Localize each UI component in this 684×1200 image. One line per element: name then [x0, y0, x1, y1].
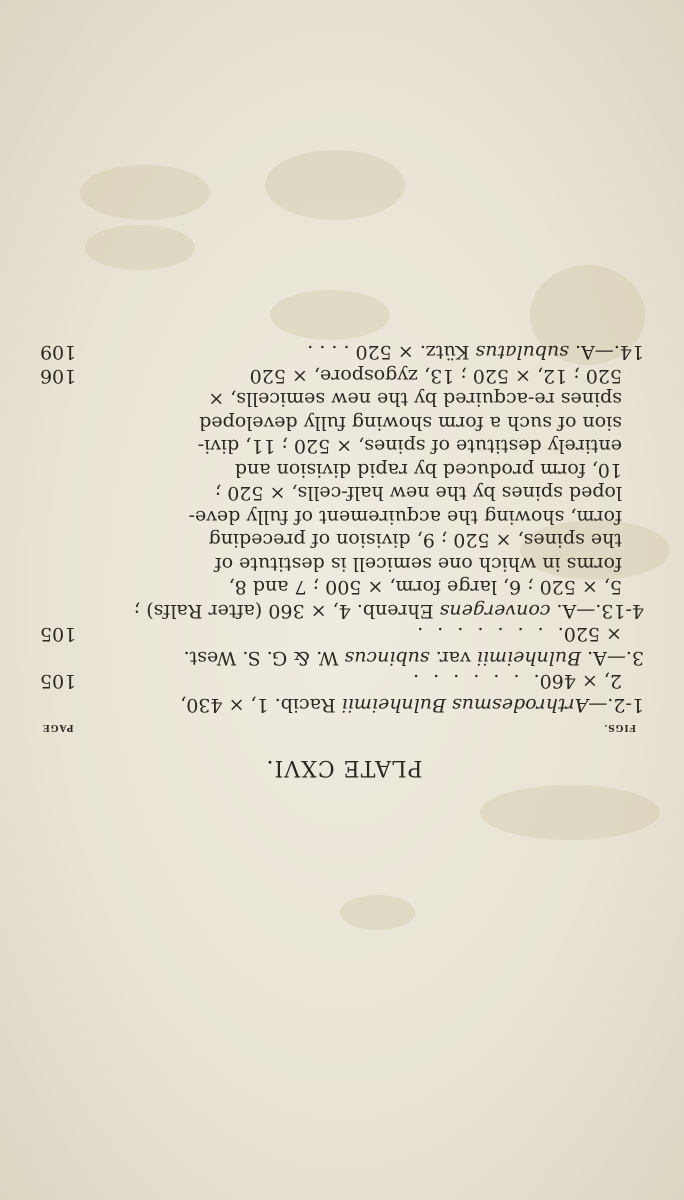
entry-line — [40, 575, 644, 599]
entry-text: 4-13.—A. — [550, 600, 644, 622]
page-number: 106 — [40, 365, 77, 387]
species-name: subulatus — [475, 341, 569, 364]
entry-line — [40, 693, 644, 717]
figure-entries-list — [40, 340, 644, 716]
entry-text: forms in which one semicell is destitute of — [214, 553, 622, 575]
entry-line — [40, 622, 644, 646]
plate-title: PLATE CXVI. — [265, 755, 423, 780]
entry-line — [40, 458, 644, 482]
page-number: 109 — [40, 341, 77, 364]
entry-text: sion of such a form showing fully developed — [199, 412, 622, 434]
entry-text: loped spines by the new half-cells, × 520 ; — [214, 482, 622, 505]
page-number: 105 — [40, 623, 77, 646]
entry-text: 2, × 460 — [539, 670, 622, 693]
entry-text: . . . . . . . — [409, 670, 540, 693]
entry-text: entirely destitute of spines, × 520 ; 11, divi- — [197, 435, 622, 458]
entry-text: 14.—A. — [568, 341, 644, 364]
entry-text: 3.—A. — [581, 647, 644, 669]
entry-text: spines re-acquired by the new semicells, × — [208, 388, 622, 411]
entry-text: the spines, × 520 ; 9, division of preceding — [208, 529, 622, 552]
entry-line — [40, 669, 644, 693]
entry-text: 520 ; 12, × 520 ; 13, zygospore, × 520 — [249, 365, 622, 387]
entry-text: Racib. 1, × 430, — [180, 694, 342, 716]
entry-line — [40, 411, 644, 435]
bleed-through-mark — [270, 290, 390, 340]
bleed-through-mark — [340, 895, 415, 930]
entry-line — [40, 552, 644, 576]
entry-line — [40, 481, 644, 505]
page-column-header: PAGE — [42, 722, 74, 732]
bleed-through-mark — [480, 785, 660, 840]
entry-text: . . . . . . . . — [413, 623, 564, 646]
entry-text: Ehrenb. 4, × 360 (after Ralfs) ; — [133, 600, 440, 622]
entry-line — [40, 387, 644, 411]
entry-text: var. — [429, 647, 477, 669]
entry-text: × 520 — [563, 623, 622, 646]
entry-text: 1-2.— — [588, 694, 644, 716]
entry-line — [40, 364, 644, 388]
bleed-through-mark — [80, 165, 210, 220]
variety-name: subincus — [344, 647, 430, 669]
bleed-through-mark — [85, 225, 195, 270]
entry-line — [40, 434, 644, 458]
entry-line — [40, 340, 644, 364]
entry-text: Kütz. × 520 . . . . — [307, 341, 476, 364]
bleed-through-mark — [265, 150, 405, 220]
species-name: convergens — [439, 600, 551, 622]
entry-text: 5, × 520 ; 6, large form, × 500 ; 7 and 8, — [228, 576, 622, 599]
entry-line — [40, 599, 644, 623]
page-number: 105 — [40, 670, 77, 693]
entry-text: 10, form produced by rapid division and — [234, 459, 622, 481]
species-name: Bulnheimii — [476, 647, 582, 669]
entry-line — [40, 505, 644, 529]
entry-line — [40, 646, 644, 670]
author-text: W. & G. S. West. — [183, 647, 345, 669]
entry-text: form, showing the acquirement of fully deve- — [188, 506, 622, 528]
upside-down-text-block — [40, 340, 648, 780]
entry-line — [40, 528, 644, 552]
species-name: Arthrodesmus Bulnheimii — [341, 694, 589, 716]
figs-column-header: FIGS. — [603, 722, 636, 732]
